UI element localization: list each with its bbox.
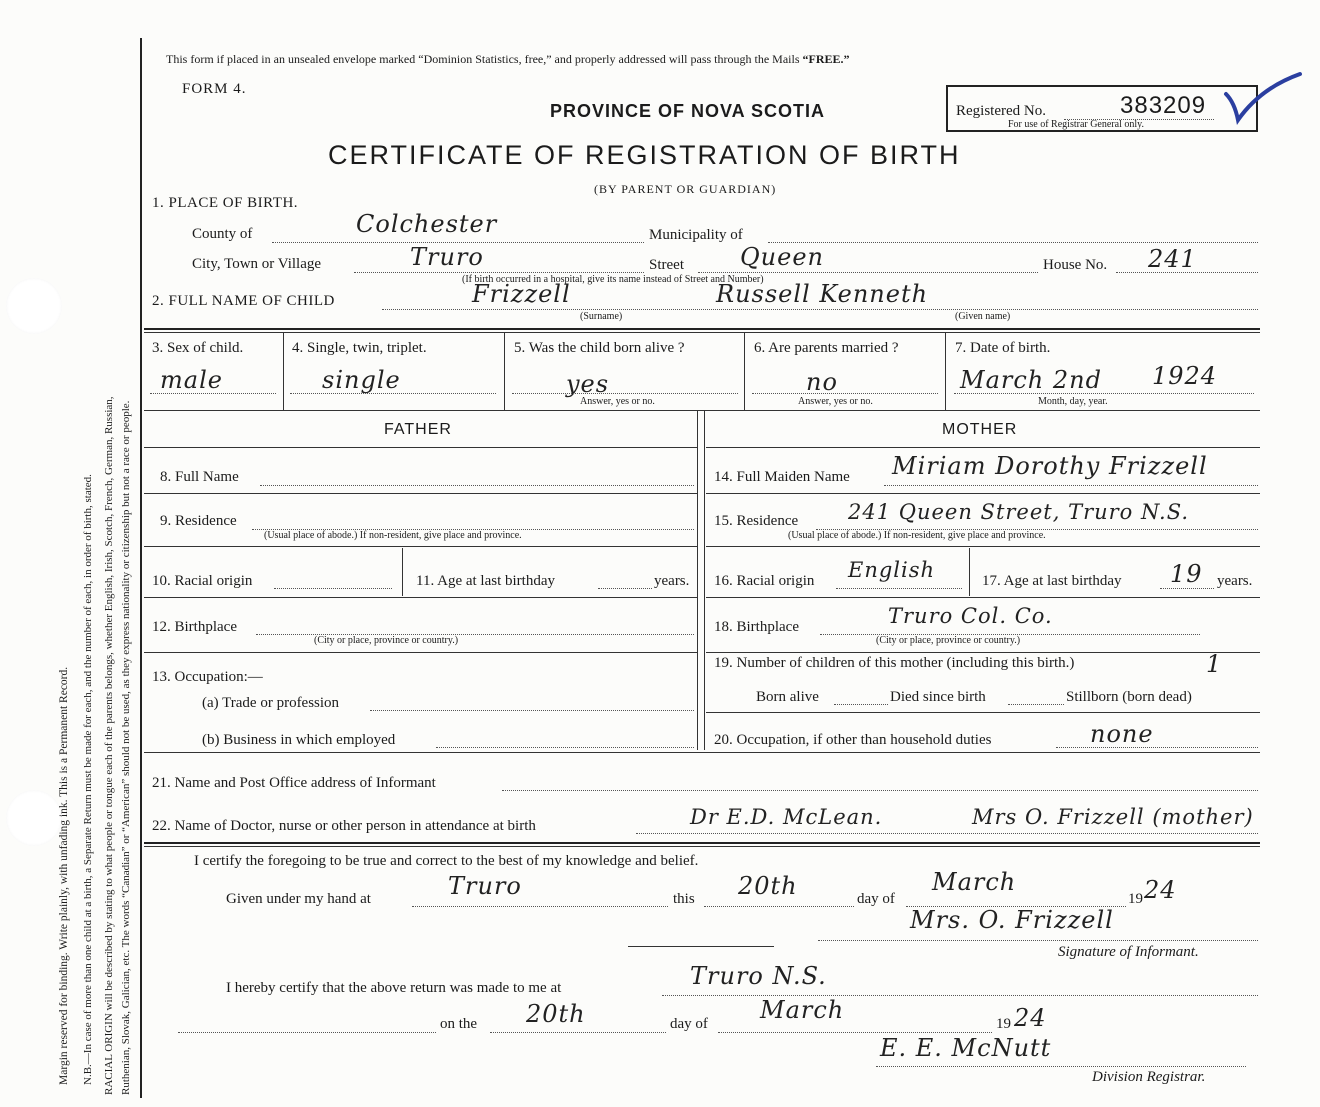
father-racial-label: 10. Racial origin [152,573,253,589]
father-age-label: 11. Age at last birthday [416,573,555,589]
father-birthplace-caption: (City or place, province or country.) [314,635,459,646]
dob-label: 7. Date of birth. [955,340,1051,356]
doctor-value: Dr E.D. McLean. [690,805,883,829]
mother-occupation-label: 20. Occupation, if other than household duties [714,732,992,748]
stillborn-label: Stillborn (born dead) [1066,689,1192,705]
registrar-text: I hereby certify that the above return was made to me at [226,980,562,996]
registrar-day: 20th [526,1000,586,1028]
informant-label: 21. Name and Post Office address of Informant [152,775,436,791]
multiplicity-value: single [322,366,401,394]
informant-signature: Mrs. O. Frizzell [910,906,1114,934]
registrar-year: 24 [1014,1004,1047,1032]
place-of-birth-label: 1. PLACE OF BIRTH. [152,195,299,211]
married-caption: Answer, yes or no. [798,396,873,407]
doctor-label: 22. Name of Doctor, nurse or other person in attendance at birth [152,818,536,834]
alive-caption: Answer, yes or no. [580,396,655,407]
county-label: County of [192,226,253,242]
father-business-label: (b) Business in which employed [202,732,396,748]
surname-caption: (Surname) [580,311,623,322]
year-prefix: 19 [1128,891,1143,907]
mother-residence-label: 15. Residence [714,513,799,529]
mother-heading: MOTHER [942,421,1018,438]
binding-hole-top [6,278,62,334]
registered-number: 383209 [1120,92,1207,119]
mother-children-value: 1 [1206,650,1223,678]
father-birthplace-label: 12. Birthplace [152,619,237,635]
child-name-label: 2. FULL NAME OF CHILD [152,293,335,309]
mail-notice: This form if placed in an unsealed envelope marked “Dominion Statistics, free,” and properly addressed will pass through the Mails “FREE.” [166,52,850,66]
margin-border [140,38,142,1098]
father-residence-label: 9. Residence [160,513,237,529]
form-number: FORM 4. [182,81,247,97]
dob-value: March 2nd [960,366,1102,394]
county-value: Colchester [356,210,498,238]
margin-note-2: N.B.—In case of more than one child at a birth, a Separate Return must be made for each, and the number of each, in order of birth, stated. [82,474,94,1085]
given-day: 20th [738,872,798,900]
mother-residence-caption: (Usual place of abode.) If non-resident, give place and province. [788,530,1046,541]
this-label: this [673,891,695,907]
municipality-label: Municipality of [649,227,743,243]
sex-label: 3. Sex of child. [152,340,244,356]
binding-hole-bottom [6,790,62,846]
registrar-place: Truro N.S. [690,962,827,990]
informant-caption: Signature of Informant. [1058,944,1199,960]
certify-text: I certify the foregoing to be true and correct to the best of my knowledge and belief. [194,853,699,869]
province-title: PROVINCE OF NOVA SCOTIA [550,101,826,121]
married-label: 6. Are parents married ? [754,340,899,356]
mother-birthplace-label: 18. Birthplace [714,619,799,635]
mother-occupation-value: none [1090,720,1154,748]
given-label: Given under my hand at [226,891,371,907]
hospital-note: (If birth occurred in a hospital, give its name instead of Street and Number) [462,274,764,285]
given-place: Truro [448,872,522,900]
margin-note-3: RACIAL ORIGIN will be described by stating to what people or tongue each of the parents belongs, whether English, Irish, Scotch, French, German, Russian, [103,396,115,1095]
given-year: 24 [1144,876,1177,904]
father-trade-label: (a) Trade or profession [202,695,340,711]
mother-age-label: 17. Age at last birthday [982,573,1122,589]
given-caption: (Given name) [955,311,1011,322]
city-label: City, Town or Village [192,256,322,272]
registrar-signature: E. E. McNutt [880,1034,1052,1062]
mother-racial-value: English [848,558,936,582]
father-residence-caption: (Usual place of abode.) If non-resident, give place and province. [264,530,522,541]
registered-label: Registered No. [956,103,1046,119]
mother-residence-value: 241 Queen Street, Truro N.S. [848,500,1190,524]
child-surname: Frizzell [472,280,571,308]
alive-value: yes [566,370,610,398]
mother-birthplace-caption: (City or place, province or country.) [876,635,1021,646]
check-mark-icon [1222,70,1304,125]
mother-maiden-label: 14. Full Maiden Name [714,469,850,485]
day-of-label: day of [857,891,895,907]
registrar-note: For use of Registrar General only. [1008,119,1144,130]
registrar-year-prefix: 19 [996,1016,1011,1032]
mother-age-value: 19 [1170,560,1203,588]
father-name-label: 8. Full Name [160,469,239,485]
attendant-value: Mrs O. Frizzell (mother) [972,805,1254,829]
child-given-name: Russell Kenneth [716,280,929,308]
margin-note-4: Ruthenian, Slovak, Galician, etc. The words “Canadian” or “American” should not be used, as they express nationality or citizenship but not a race or people. [120,400,132,1095]
married-value: no [806,368,838,396]
city-value: Truro [410,243,484,271]
house-value: 241 [1148,245,1197,273]
margin-note-1: Margin reserved for binding. Write plainly, with unfading ink. This is a Permanent Record. [58,666,70,1085]
father-heading: FATHER [384,421,452,438]
house-label: House No. [1043,257,1108,273]
mother-racial-label: 16. Racial origin [714,573,815,589]
given-month: March [932,868,1017,896]
dob-year: 1924 [1152,362,1218,390]
mother-years-label: years. [1217,573,1253,589]
certificate-title: CERTIFICATE OF REGISTRATION OF BIRTH [328,140,961,170]
street-label: Street [649,257,684,273]
registrar-month: March [760,996,845,1024]
born-alive-label: Born alive [756,689,819,705]
father-years-label: years. [654,573,690,589]
registrar-caption: Division Registrar. [1092,1069,1206,1085]
certificate-subtitle: (BY PARENT OR GUARDIAN) [594,182,777,196]
multiplicity-label: 4. Single, twin, triplet. [292,340,427,356]
street-value: Queen [740,243,824,271]
mother-birthplace-value: Truro Col. Co. [888,604,1053,628]
father-occupation-label: 13. Occupation:— [152,669,263,685]
sex-value: male [160,366,223,394]
died-label: Died since birth [890,689,986,705]
registrar-day-of-label: day of [670,1016,708,1032]
mother-maiden-value: Miriam Dorothy Frizzell [892,452,1208,480]
mother-children-label: 19. Number of children of this mother (including this birth.) [714,655,1075,671]
on-the-label: on the [440,1016,478,1032]
alive-label: 5. Was the child born alive ? [514,340,685,356]
dob-caption: Month, day, year. [1038,396,1108,407]
